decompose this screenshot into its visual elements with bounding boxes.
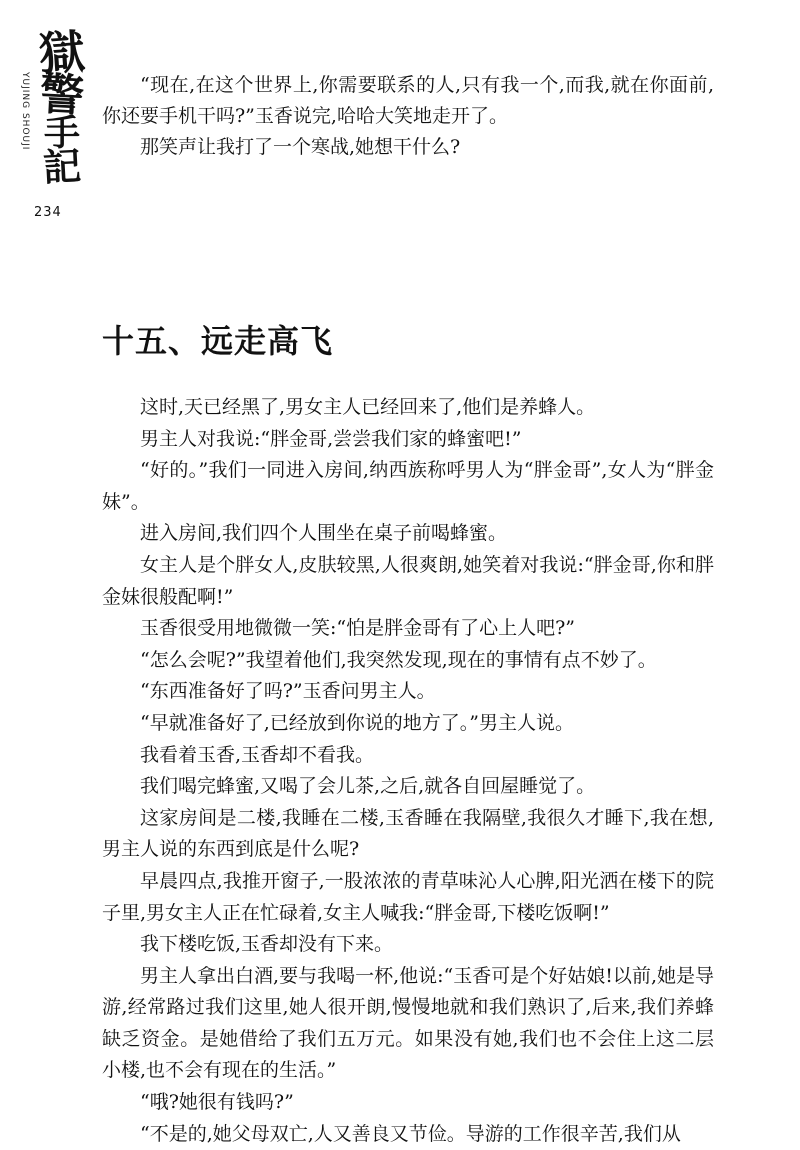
paragraph: 早晨四点,我推开窗子,一股浓浓的青草味沁人心脾,阳光洒在楼下的院子里,男女主人正在忙碌着,女主人喊我:“胖金哥,下楼吃饭啊!”	[102, 869, 714, 924]
paragraph: “东西准备好了吗?”玉香问男主人。	[140, 680, 436, 703]
logo-glyph: 獄	[37, 24, 87, 82]
logo-calligraphy	[30, 24, 94, 190]
top-text-block	[102, 70, 714, 163]
paragraph: 这家房间是二楼,我睡在二楼,玉香睡在我隔壁,我很久才睡下,我在想,男主人说的东西到底是什么呢?	[102, 806, 714, 861]
logo-romanization: YUJING SHOUJI	[20, 72, 30, 151]
paragraph: 玉香很受用地微微一笑:“怕是胖金哥有了心上人吧?”	[140, 617, 576, 640]
paragraph: 我看着玉香,玉香却不看我。	[140, 743, 375, 766]
paragraph: 女主人是个胖女人,皮肤较黑,人很爽朗,她笑着对我说:“胖金哥,你和胖金妹很般配啊!”	[102, 553, 714, 608]
paragraph: “哦?她很有钱吗?”	[140, 1091, 294, 1114]
page-number: 234	[34, 205, 62, 220]
logo-glyph: 警	[38, 68, 86, 123]
paragraph: “不是的,她父母双亡,人又善良又节俭。导游的工作很辛苦,我们从	[140, 1122, 681, 1145]
paragraph: 那笑声让我打了一个寒战,她想干什么?	[140, 136, 461, 158]
paragraph: “早就准备好了,已经放到你说的地方了。”男主人说。	[140, 711, 574, 734]
paragraph: 这时,天已经黑了,男女主人已经回来了,他们是养蜂人。	[140, 396, 596, 418]
paragraph: 男主人拿出白酒,要与我喝一杯,他说:“玉香可是个好姑娘!以前,她是导游,经常路过我们这里,她人很开朗,慢慢地就和我们熟识了,后来,我们养蜂缺乏资金。是她借给了我们五万元。如果没有她,我们也不会住上这二层小楼,也不会有现在的生活。”	[102, 964, 714, 1082]
paragraph: 我们喝完蜂蜜,又喝了会儿茶,之后,就各自回屋睡觉了。	[140, 775, 596, 798]
logo-glyph: 手	[43, 113, 80, 154]
paragraph: “怎么会呢?”我望着他们,我突然发现,现在的事情有点不妙了。	[140, 648, 657, 671]
paragraph: 进入房间,我们四个人围坐在桌子前喝蜂蜜。	[140, 522, 508, 545]
paragraph: 男主人对我说:“胖金哥,尝尝我们家的蜂蜜吧!”	[140, 427, 522, 450]
logo-glyph: 記	[41, 144, 83, 190]
chapter-title: 十五、远走高飞	[102, 322, 334, 360]
paragraph: “现在,在这个世界上,你需要联系的人,只有我一个,而我,就在你面前,你还要手机干吗?”玉香说完,哈哈大笑地走开了。	[102, 74, 714, 127]
chapter-body	[102, 392, 714, 1150]
paragraph: “好的。”我们一同进入房间,纳西族称呼男人为“胖金哥”,女人为“胖金妹”。	[102, 459, 714, 513]
paragraph: 我下楼吃饭,玉香却没有下来。	[140, 933, 394, 956]
book-logo	[14, 24, 94, 200]
